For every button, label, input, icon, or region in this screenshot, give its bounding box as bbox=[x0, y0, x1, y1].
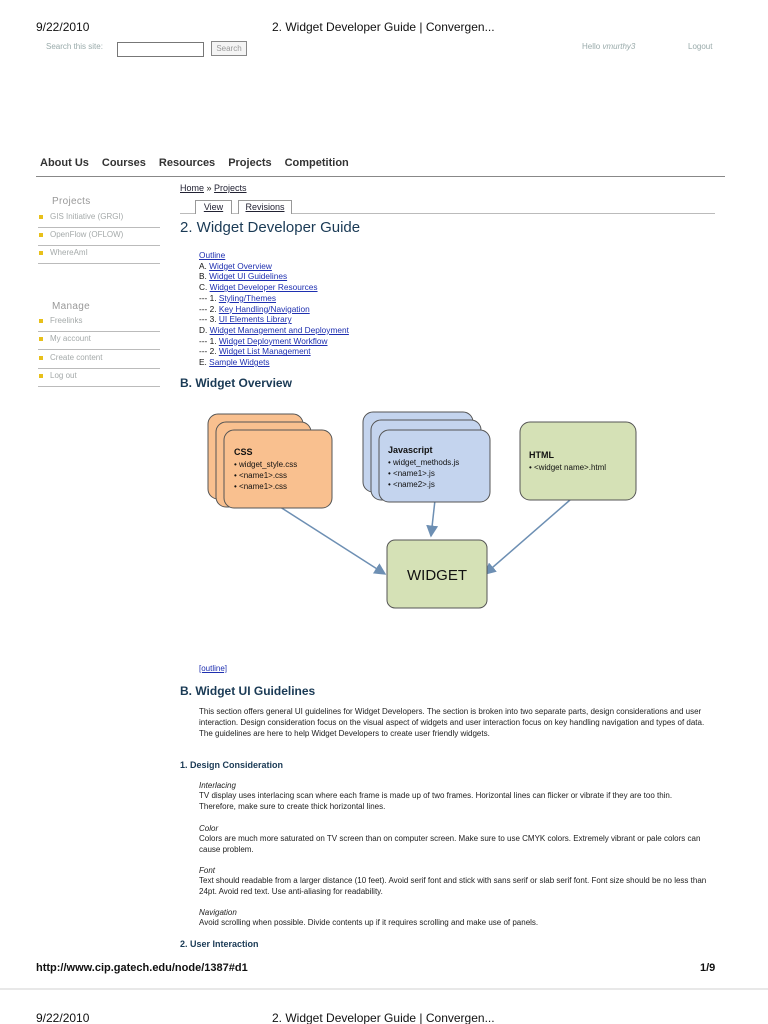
toc-item: B. Widget UI Guidelines bbox=[199, 271, 288, 282]
widget-box bbox=[387, 540, 487, 608]
breadcrumb-separator: » bbox=[204, 183, 215, 193]
bullet-icon bbox=[39, 374, 43, 378]
css-box-item: • <name1>.css bbox=[234, 482, 288, 491]
search-input[interactable] bbox=[117, 42, 204, 57]
sidebar-item-oflow[interactable] bbox=[38, 228, 160, 246]
next-page-header-title: 2. Widget Developer Guide | Convergen... bbox=[272, 1011, 495, 1024]
html-box-title: HTML bbox=[529, 450, 554, 460]
toc-item bbox=[199, 250, 349, 261]
navigation-text: Avoid scrolling when possible. Divide contents up if it requires scrolling and make use of panels. bbox=[199, 918, 539, 927]
sidebar-item-whereami[interactable] bbox=[38, 246, 160, 264]
javascript-box-title: Javascript bbox=[388, 445, 433, 455]
sidebar-item-label: WhereAmI bbox=[50, 248, 88, 257]
toc-link[interactable]: Sample Widgets bbox=[209, 357, 270, 368]
bullet-icon bbox=[39, 233, 43, 237]
html-box bbox=[520, 422, 636, 500]
navigation-title: Navigation bbox=[199, 908, 237, 917]
breadcrumb-projects[interactable]: Projects bbox=[214, 183, 247, 193]
color-text: Colors are much more saturated on TV screen than on computer screen. Make sure to use CMYK colors. Extremely vibrant or pale colors can cause problem. bbox=[199, 834, 701, 854]
sidebar-projects-heading: Projects bbox=[52, 196, 91, 207]
nav-divider bbox=[36, 176, 725, 177]
sidebar-item-grgi[interactable] bbox=[38, 210, 160, 228]
widget-architecture-diagram bbox=[195, 400, 655, 630]
sidebar-item-label: Freelinks bbox=[50, 316, 83, 325]
bullet-icon bbox=[39, 356, 43, 360]
toc-link[interactable]: Widget Management and Deployment bbox=[209, 324, 349, 335]
arrow-js-to-widget bbox=[431, 500, 435, 536]
css-box bbox=[208, 414, 332, 508]
font-title: Font bbox=[199, 866, 216, 875]
overview-heading: B. Widget Overview bbox=[180, 376, 292, 390]
javascript-box bbox=[363, 412, 490, 502]
interlacing-title: Interlacing bbox=[199, 781, 236, 790]
search-button[interactable]: Search bbox=[211, 41, 247, 56]
toc-item: --- 3. UI Elements Library bbox=[199, 314, 292, 325]
arrow-html-to-widget bbox=[485, 500, 570, 574]
logout-link[interactable]: Logout bbox=[688, 42, 713, 51]
outline-link[interactable]: [outline] bbox=[199, 664, 228, 673]
sidebar-item-label: GIS Initiative (GRGI) bbox=[50, 212, 124, 221]
toc-link[interactable]: Widget Deployment Workflow bbox=[218, 335, 328, 346]
greeting bbox=[582, 42, 635, 51]
sidebar-manage-heading: Manage bbox=[52, 301, 90, 312]
color-title: Color bbox=[199, 824, 219, 833]
arrow-css-to-widget bbox=[277, 505, 385, 574]
sidebar-item-label: OpenFlow (OFLOW) bbox=[50, 230, 124, 239]
print-header-date: 9/22/2010 bbox=[36, 20, 90, 34]
main-nav bbox=[40, 157, 349, 169]
toc-link[interactable]: Widget UI Guidelines bbox=[209, 271, 288, 282]
html-box-item: • <widget name>.html bbox=[529, 463, 607, 472]
nav-about-us[interactable]: About Us bbox=[40, 157, 89, 169]
toc-item: --- 1. Widget Deployment Workflow bbox=[199, 335, 328, 346]
sidebar-item-label: My account bbox=[50, 334, 91, 343]
toc-link[interactable]: UI Elements Library bbox=[218, 314, 292, 325]
toc-link[interactable]: Styling/Themes bbox=[218, 292, 277, 303]
print-footer-page: 1/9 bbox=[700, 962, 716, 974]
toc-item: D. Widget Management and Deployment bbox=[199, 324, 349, 335]
print-header-title: 2. Widget Developer Guide | Convergen... bbox=[272, 20, 495, 34]
nav-resources[interactable]: Resources bbox=[158, 157, 216, 169]
widget-box-label: WIDGET bbox=[407, 567, 467, 584]
greeting-username[interactable]: vmurthy3 bbox=[602, 42, 636, 51]
search-label: Search this site: bbox=[46, 42, 103, 51]
guidelines-intro: This section offers general UI guidelines for Widget Developers. The section is broken into two separate parts, design considerations and user interaction. Design consideration focus on the visual aspect of widgets and user interaction focus on key handling navigation and types of data. The guidelines are here to help Widget Developers to create user friendly widgets. bbox=[199, 707, 705, 738]
guidelines-heading: B. Widget UI Guidelines bbox=[180, 684, 316, 698]
toc-item: --- 1. Styling/Themes bbox=[199, 292, 277, 303]
page-break bbox=[0, 988, 768, 990]
bullet-icon bbox=[39, 319, 43, 323]
font-text: Text should readable from a larger distance (10 feet). Avoid serif font and stick with sans serif or slab serif font. Font size should be no less than 24pt. Avoid red text. Use anti-aliasing for readability. bbox=[199, 876, 707, 896]
nav-competition[interactable]: Competition bbox=[284, 157, 349, 169]
nav-projects[interactable]: Projects bbox=[228, 157, 272, 169]
toc-item: --- 2. Key Handling/Navigation bbox=[199, 303, 310, 314]
nav-courses[interactable]: Courses bbox=[101, 157, 146, 169]
greeting-hello: Hello bbox=[582, 42, 601, 51]
page-title: 2. Widget Developer Guide bbox=[180, 219, 361, 236]
toc-link[interactable]: Key Handling/Navigation bbox=[218, 303, 310, 314]
css-box-title: CSS bbox=[234, 447, 253, 457]
sidebar-item-create-content[interactable] bbox=[38, 351, 160, 369]
toc-item: E. Sample Widgets bbox=[199, 357, 270, 368]
tab-view[interactable]: View bbox=[195, 200, 232, 214]
tab-revisions[interactable]: Revisions bbox=[238, 200, 292, 214]
breadcrumb bbox=[180, 183, 247, 193]
user-interaction-heading: 2. User Interaction bbox=[180, 939, 259, 949]
table-of-contents bbox=[199, 250, 349, 368]
javascript-box-item: • widget_methods.js bbox=[388, 458, 460, 467]
toc-item: A. Widget Overview bbox=[199, 260, 272, 271]
interlacing-text: TV display uses interlacing scan where each frame is made up of two frames. Horizontal lines can flicker or vibrate if they are too thin. Therefore, make sure to create thick horizontal lines. bbox=[199, 791, 673, 811]
bullet-icon bbox=[39, 251, 43, 255]
toc-item: --- 2. Widget List Management bbox=[199, 346, 311, 357]
javascript-box-item: • <name1>.js bbox=[388, 469, 435, 478]
sidebar-item-log-out[interactable] bbox=[38, 369, 160, 387]
toc-link[interactable]: Outline bbox=[199, 250, 226, 260]
design-consideration-heading: 1. Design Consideration bbox=[180, 760, 284, 770]
toc-link[interactable]: Widget Overview bbox=[209, 260, 272, 271]
toc-link[interactable]: Widget Developer Resources bbox=[209, 282, 318, 293]
javascript-box-item: • <name2>.js bbox=[388, 480, 435, 489]
sidebar-item-label: Create content bbox=[50, 353, 103, 362]
next-page-header-date: 9/22/2010 bbox=[36, 1011, 90, 1024]
sidebar-item-my-account[interactable] bbox=[38, 332, 160, 350]
toc-item: C. Widget Developer Resources bbox=[199, 282, 318, 293]
bullet-icon bbox=[39, 337, 43, 341]
toc-link[interactable]: Widget List Management bbox=[218, 346, 311, 357]
sidebar-item-label: Log out bbox=[50, 371, 77, 380]
css-box-item: • <name1>.css bbox=[234, 471, 288, 480]
bullet-icon bbox=[39, 215, 43, 219]
breadcrumb-home[interactable]: Home bbox=[180, 183, 205, 193]
css-box-item: • widget_style.css bbox=[234, 460, 298, 469]
sidebar-item-freelinks[interactable] bbox=[38, 314, 160, 332]
print-footer-url: http://www.cip.gatech.edu/node/1387#d1 bbox=[36, 962, 248, 974]
